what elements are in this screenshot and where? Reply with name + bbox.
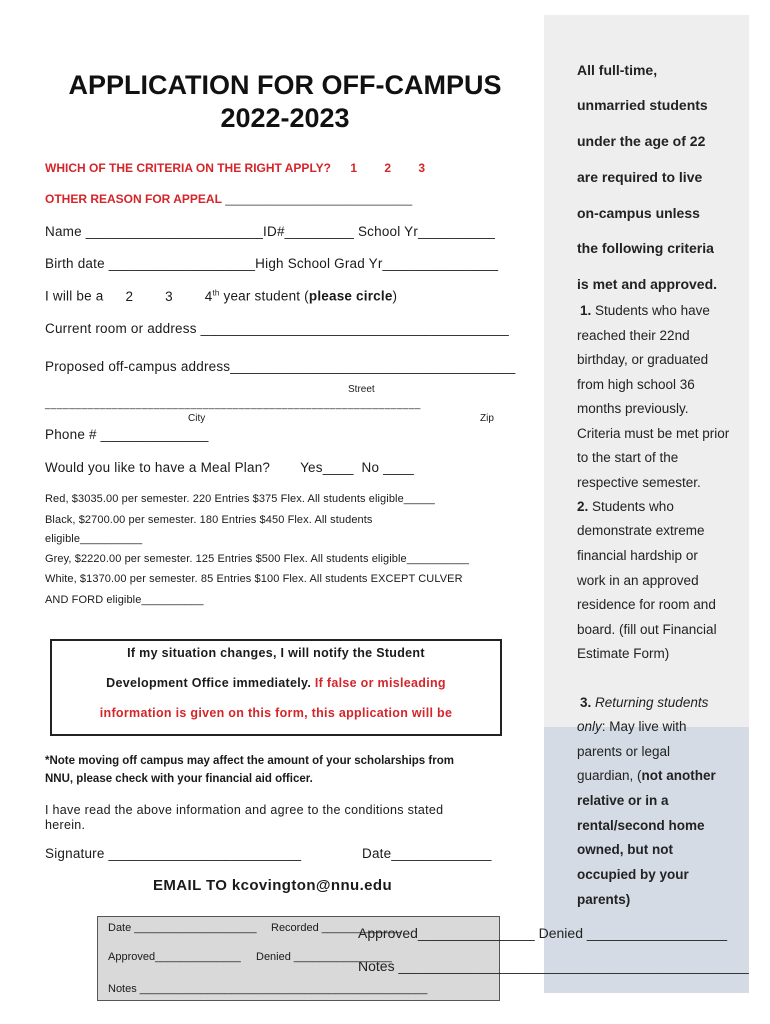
signature-date-field[interactable]: Date_____________ <box>362 846 492 861</box>
notice-line-3: information is given on this form, this application will be <box>99 706 453 720</box>
phone-field[interactable]: Phone # ______________ <box>45 427 209 442</box>
side-intro-6: the following criteria <box>577 240 714 256</box>
criterion-2-line-5: residence for room and <box>577 597 716 612</box>
notes-overlay[interactable]: Notes _____________________________________________ <box>358 958 749 974</box>
criterion-2-line-6: board. (fill out Financial <box>577 622 717 637</box>
other-reason-field[interactable]: ____________________________ <box>225 192 413 206</box>
approved-denied-overlay[interactable]: Approved_______________ Denied __________________ <box>358 925 728 941</box>
criterion-1-line-1: 1. Students who have <box>580 303 710 318</box>
meal-plan-question: Would you like to have a Meal Plan? Yes____ No ____ <box>45 460 414 475</box>
meal-plan-red[interactable]: Red, $3035.00 per semester. 220 Entries $375 Flex. All students eligible_____ <box>45 493 435 505</box>
criterion-2-line-4: work in an approved <box>577 573 699 588</box>
criterion-2-line-1: 2. Students who <box>577 499 674 514</box>
meal-plan-black-eligible[interactable]: eligible__________ <box>45 533 143 545</box>
meal-yes-field[interactable]: Yes____ <box>300 460 354 475</box>
office-notes-field[interactable]: Notes _______________________________________________ <box>108 983 428 995</box>
year-student-row: I will be a 2 3 4th year student (please circle) <box>45 288 398 304</box>
criterion-3-line-3: parents or legal <box>577 744 671 759</box>
birth-grad-field[interactable]: Birth date ___________________High School Grad Yr_______________ <box>45 256 499 271</box>
criterion-3-line-8: occupied by your <box>577 867 689 882</box>
criterion-1-line-5: months previously. <box>577 401 689 416</box>
criterion-1-line-2: reached their 22nd <box>577 328 690 343</box>
please-circle: please circle <box>308 288 393 304</box>
criterion-2-line-2: demonstrate extreme <box>577 523 705 538</box>
criteria-option-3[interactable]: 3 <box>418 161 426 175</box>
criteria-panel-lower <box>544 727 749 993</box>
criterion-1-line-4: from high school 36 <box>577 377 695 392</box>
criterion-1-line-8: respective semester. <box>577 475 701 490</box>
criteria-question <box>45 161 425 175</box>
side-intro-5: on-campus unless <box>577 205 700 221</box>
year-prefix: I will be a <box>45 288 104 304</box>
agreement-text-1: I have read the above information and agree to the conditions stated <box>45 803 444 817</box>
office-date-field[interactable]: Date ____________________ <box>108 922 257 934</box>
page-subtitle-year: 2022-2023 <box>220 103 350 133</box>
current-address-field[interactable]: Current room or address ________________________________________ <box>45 321 509 336</box>
zip-caption: Zip <box>480 413 494 424</box>
scholarship-note-1: *Note moving off campus may affect the amount of your scholarships from <box>45 755 454 767</box>
criterion-3-line-1: 3. Returning students <box>580 695 709 710</box>
name-id-school-field[interactable]: Name _______________________ID#_________ School Yr__________ <box>45 224 496 239</box>
criterion-3-line-6: rental/second home <box>577 818 705 833</box>
page-title: APPLICATION FOR OFF-CAMPUS <box>68 70 502 100</box>
criterion-2-line-3: financial hardship or <box>577 548 698 563</box>
criterion-3-line-7: owned, but not <box>577 842 673 857</box>
other-reason-label: OTHER REASON FOR APPEAL <box>45 192 222 206</box>
side-intro-3: under the age of 22 <box>577 133 706 149</box>
city-zip-field[interactable]: ______________________________________________________________ <box>45 399 421 410</box>
proposed-address-field[interactable]: Proposed off-campus address_____________________________________ <box>45 359 516 374</box>
criterion-2-line-7: Estimate Form) <box>577 646 670 661</box>
criterion-1-line-7: to the start of the <box>577 450 679 465</box>
criterion-3-line-2: only: May live with <box>577 719 687 734</box>
year-suffix: year student ( <box>219 288 309 304</box>
criterion-1-line-3: birthday, or graduated <box>577 352 709 367</box>
side-intro-1: All full-time, <box>577 62 658 78</box>
side-intro-2: unmarried students <box>577 97 708 113</box>
email-instruction: EMAIL TO kcovington@nnu.edu <box>153 877 393 894</box>
office-approved-field[interactable]: Approved______________ <box>108 951 241 963</box>
notice-line-2: Development Office immediately. If false or misleading <box>106 676 446 690</box>
meal-plan-white: White, $1370.00 per semester. 85 Entries $100 Flex. All students EXCEPT CULVER <box>45 573 463 585</box>
side-intro-7: is met and approved. <box>577 276 718 292</box>
criteria-question-text: WHICH OF THE CRITERIA ON THE RIGHT APPLY? <box>45 161 332 175</box>
year-option-2[interactable]: 2 <box>125 288 134 304</box>
scholarship-note-2: NNU, please check with your financial aid officer. <box>45 773 313 785</box>
street-caption: Street <box>348 384 375 395</box>
year-option-4[interactable]: 4th <box>204 288 220 304</box>
side-intro-4: are required to live <box>577 169 703 185</box>
notice-line-1: If my situation changes, I will notify the Student <box>127 646 425 660</box>
criteria-option-1[interactable]: 1 <box>350 161 358 175</box>
criterion-3-line-4: guardian, (not another <box>577 768 716 783</box>
criterion-1-line-6: Criteria must be met prior <box>577 426 730 441</box>
agreement-text-2: herein. <box>45 818 86 832</box>
criterion-3-line-9: parents) <box>577 892 631 907</box>
criteria-option-2[interactable]: 2 <box>384 161 392 175</box>
other-reason-row <box>45 192 412 206</box>
meal-no-field[interactable]: No ____ <box>361 460 414 475</box>
signature-field[interactable]: Signature _________________________ <box>45 846 302 861</box>
office-recorded-field[interactable]: Recorded _____________ <box>271 922 402 934</box>
meal-plan-white-eligible[interactable]: AND FORD eligible__________ <box>45 594 204 606</box>
office-denied-field[interactable]: Denied ________________ <box>256 951 392 963</box>
criterion-3-line-5: relative or in a <box>577 793 669 808</box>
city-caption: City <box>188 413 206 424</box>
year-option-3[interactable]: 3 <box>165 288 173 304</box>
meal-plan-black: Black, $2700.00 per semester. 180 Entries $450 Flex. All students <box>45 514 373 526</box>
meal-plan-grey[interactable]: Grey, $2220.00 per semester. 125 Entries $500 Flex. All students eligible__________ <box>45 553 469 565</box>
